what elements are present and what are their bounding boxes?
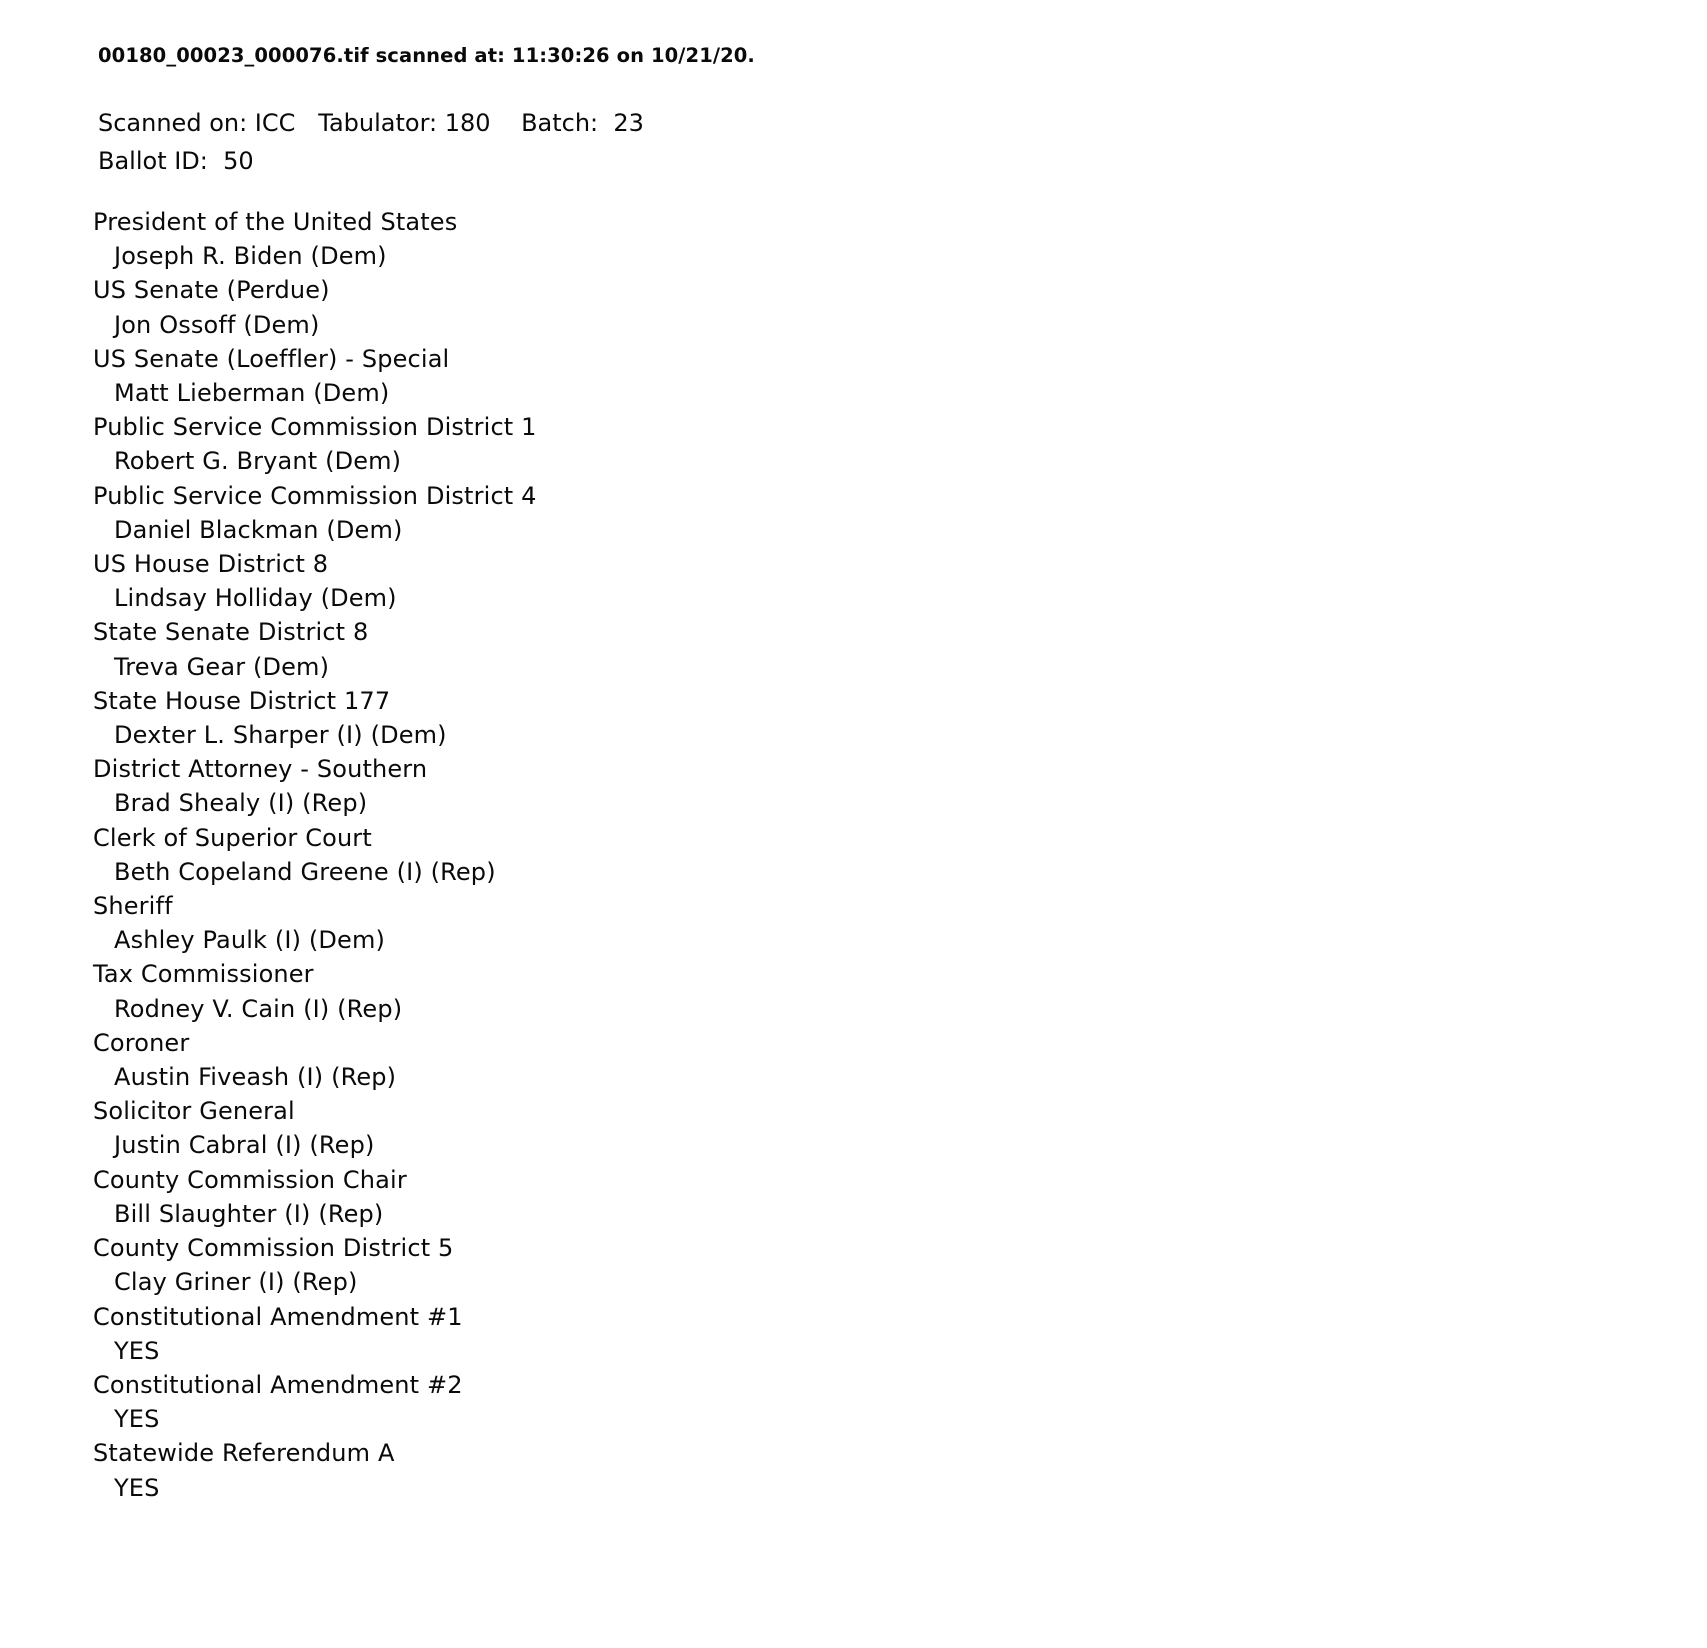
contest-title: Constitutional Amendment #1 — [93, 1302, 463, 1331]
contest-choice: Beth Copeland Greene (I) (Rep) — [114, 857, 496, 886]
contest-title: State House District 177 — [93, 686, 391, 715]
contest-choice: Lindsay Holliday (Dem) — [114, 584, 397, 613]
contest-title: County Commission Chair — [93, 1165, 407, 1194]
contest-entry — [93, 684, 537, 752]
contest-title: Clerk of Superior Court — [93, 823, 372, 852]
contest-title: Tax Commissioner — [93, 960, 314, 989]
contest-entry — [93, 479, 537, 547]
contest-entry — [93, 889, 537, 957]
contest-title: State Senate District 8 — [93, 618, 369, 647]
contest-choice: Justin Cabral (I) (Rep) — [114, 1131, 375, 1160]
scan-file-header: 00180_00023_000076.tif scanned at: 11:30:26 on 10/21/20. — [98, 44, 755, 67]
contest-title: Public Service Commission District 4 — [93, 481, 537, 510]
contest-title: County Commission District 5 — [93, 1234, 454, 1263]
contest-choice: YES — [114, 1405, 160, 1434]
contest-entry — [93, 1026, 537, 1094]
contest-entry — [93, 342, 537, 410]
contest-entry — [93, 1300, 537, 1368]
contest-choice: Ashley Paulk (I) (Dem) — [114, 926, 385, 955]
contest-title: US Senate (Perdue) — [93, 276, 330, 305]
contest-entry — [93, 1231, 537, 1299]
contest-entry — [93, 273, 537, 341]
contest-entry — [93, 410, 537, 478]
ballot-id-line: Ballot ID: 50 — [98, 147, 254, 175]
contest-choice: Clay Griner (I) (Rep) — [114, 1268, 358, 1297]
scan-metadata-block — [98, 104, 644, 180]
contest-title: Public Service Commission District 1 — [93, 413, 537, 442]
contest-entry — [93, 1094, 537, 1162]
contest-title: President of the United States — [93, 208, 458, 236]
contest-choice: Bill Slaughter (I) (Rep) — [114, 1199, 384, 1228]
contest-choice: YES — [114, 1473, 160, 1502]
scan-source-line: Scanned on: ICC Tabulator: 180 Batch: 23 — [98, 109, 644, 137]
contest-title: Statewide Referendum A — [93, 1439, 395, 1468]
contest-entry — [93, 1368, 537, 1436]
contest-entry — [93, 1436, 537, 1504]
contest-title: Coroner — [93, 1028, 190, 1057]
contest-choice: Joseph R. Biden (Dem) — [114, 242, 387, 271]
contest-choice: Daniel Blackman (Dem) — [114, 515, 403, 544]
contest-entry — [93, 957, 537, 1025]
contest-entry — [93, 205, 537, 273]
contest-entry — [93, 752, 537, 820]
contest-choice: Matt Lieberman (Dem) — [114, 379, 390, 408]
contest-title: US Senate (Loeffler) - Special — [93, 344, 450, 373]
contest-choice: Robert G. Bryant (Dem) — [114, 447, 402, 476]
contest-title: Sheriff — [93, 892, 173, 921]
contest-entry — [93, 821, 537, 889]
contest-choice: Jon Ossoff (Dem) — [114, 310, 320, 339]
contest-title: US House District 8 — [93, 550, 329, 579]
contest-list — [93, 205, 537, 1505]
contest-entry — [93, 547, 537, 615]
contest-title: Constitutional Amendment #2 — [93, 1370, 463, 1399]
contest-choice: Austin Fiveash (I) (Rep) — [114, 1063, 397, 1092]
contest-entry — [93, 615, 537, 683]
contest-choice: YES — [114, 1336, 160, 1365]
contest-title: District Attorney - Southern — [93, 755, 428, 784]
contest-choice: Rodney V. Cain (I) (Rep) — [114, 994, 403, 1023]
contest-choice: Brad Shealy (I) (Rep) — [114, 789, 368, 818]
contest-entry — [93, 1163, 537, 1231]
contest-title: Solicitor General — [93, 1097, 295, 1126]
contest-choice: Treva Gear (Dem) — [114, 652, 330, 681]
contest-choice: Dexter L. Sharper (I) (Dem) — [114, 721, 447, 750]
